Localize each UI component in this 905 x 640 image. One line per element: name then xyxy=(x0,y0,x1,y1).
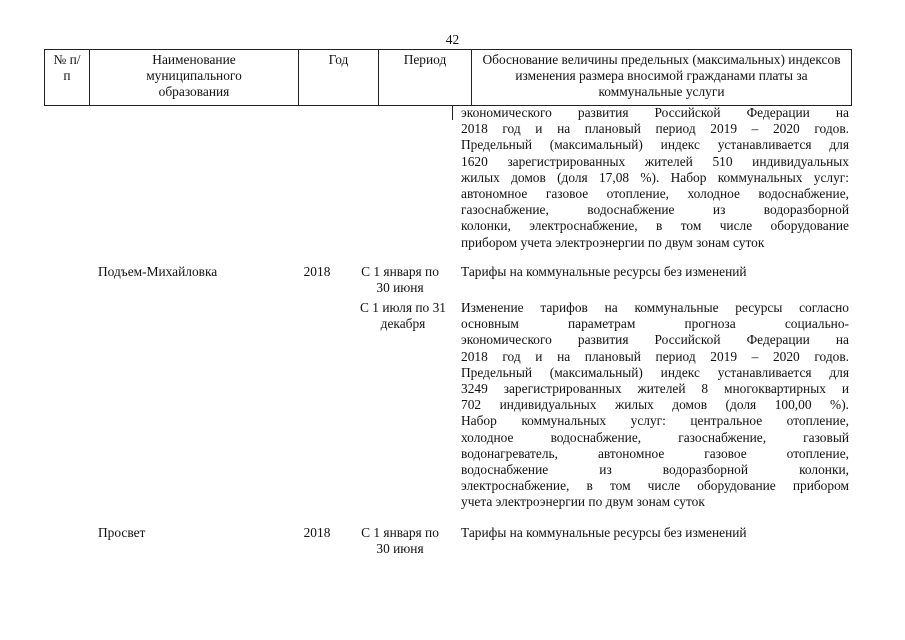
text-line: водонагреватель, автономное газовое отопление, xyxy=(461,445,849,461)
text-line: холодное водоснабжение, газоснабжение, газовый xyxy=(461,429,849,445)
text-line: учета электроэнергии по двум зонам суток xyxy=(461,494,705,510)
text-line: колонки, электроснабжение, в том числе оборудование xyxy=(461,218,849,234)
text-line: 702 индивидуальных жилых домов (доля 100,00 %). xyxy=(461,397,849,413)
text-line: 3249 зарегистрированных жителей 8 многоквартирных и xyxy=(461,381,849,397)
continuation-text xyxy=(461,105,849,251)
text-line: прибором учета электроэнергии по двум зонам суток xyxy=(461,234,765,250)
text-line: 2018 год и на плановый период 2019 – 2020 годов. xyxy=(461,348,849,364)
text-line: водоснабжение из водоразборной колонки, xyxy=(461,462,849,478)
text-line: Изменение тарифов на коммунальные ресурсы согласно xyxy=(461,300,849,315)
header-year: Год xyxy=(298,50,378,105)
column-divider xyxy=(452,106,453,120)
text-line: основным параметрам прогноза социально- xyxy=(461,316,849,332)
text-line: 1620 зарегистрированных жителей 510 индивидуальных xyxy=(461,153,849,169)
text-line: Предельный (максимальный) индекс устанавливается для xyxy=(461,137,849,153)
row-text: Тарифы на коммунальные ресурсы без изменений xyxy=(461,525,747,540)
row-text xyxy=(461,300,849,511)
row-name: Подъем-Михайловка xyxy=(98,264,218,279)
row-period: С 1 января по 30 июня xyxy=(361,264,439,296)
row-year: 2018 xyxy=(303,525,331,540)
text-line: газоснабжение, водоснабжение из водоразборной xyxy=(461,202,849,218)
header-justification: Обоснование величины предельных (максимальных) индексов изменения размера вносимой гражданами платы за коммунальные услуги xyxy=(471,50,851,105)
header-period: Период xyxy=(378,50,471,105)
text-line: Набор коммунальных услуг: центральное отопление, xyxy=(461,413,849,429)
row-name: Просвет xyxy=(98,525,146,540)
table-header xyxy=(44,49,852,106)
row-text: Тарифы на коммунальные ресурсы без изменений xyxy=(461,264,747,279)
text-line: электроснабжение, в том числе оборудование прибором xyxy=(461,478,849,494)
row-period: С 1 января по 30 июня xyxy=(361,525,439,557)
text-line: жилых домов (доля 17,08 %). Набор коммунальных услуг: xyxy=(461,169,849,185)
text-line: 2018 год и на плановый период 2019 – 2020 годов. xyxy=(461,121,849,137)
page-number: 42 xyxy=(445,32,460,47)
header-name: Наименование муниципального образования xyxy=(89,50,298,105)
row-period: С 1 июля по 31 декабря xyxy=(360,300,446,332)
text-line: Предельный (максимальный) индекс устанавливается для xyxy=(461,364,849,380)
text-line: экономического развития Российской Федерации на xyxy=(461,105,849,120)
text-line: автономное газовое отопление, холодное водоснабжение, xyxy=(461,186,849,202)
row-year: 2018 xyxy=(303,264,331,279)
text-line: экономического развития Российской Федерации на xyxy=(461,332,849,348)
header-num: № п/п xyxy=(53,52,81,84)
